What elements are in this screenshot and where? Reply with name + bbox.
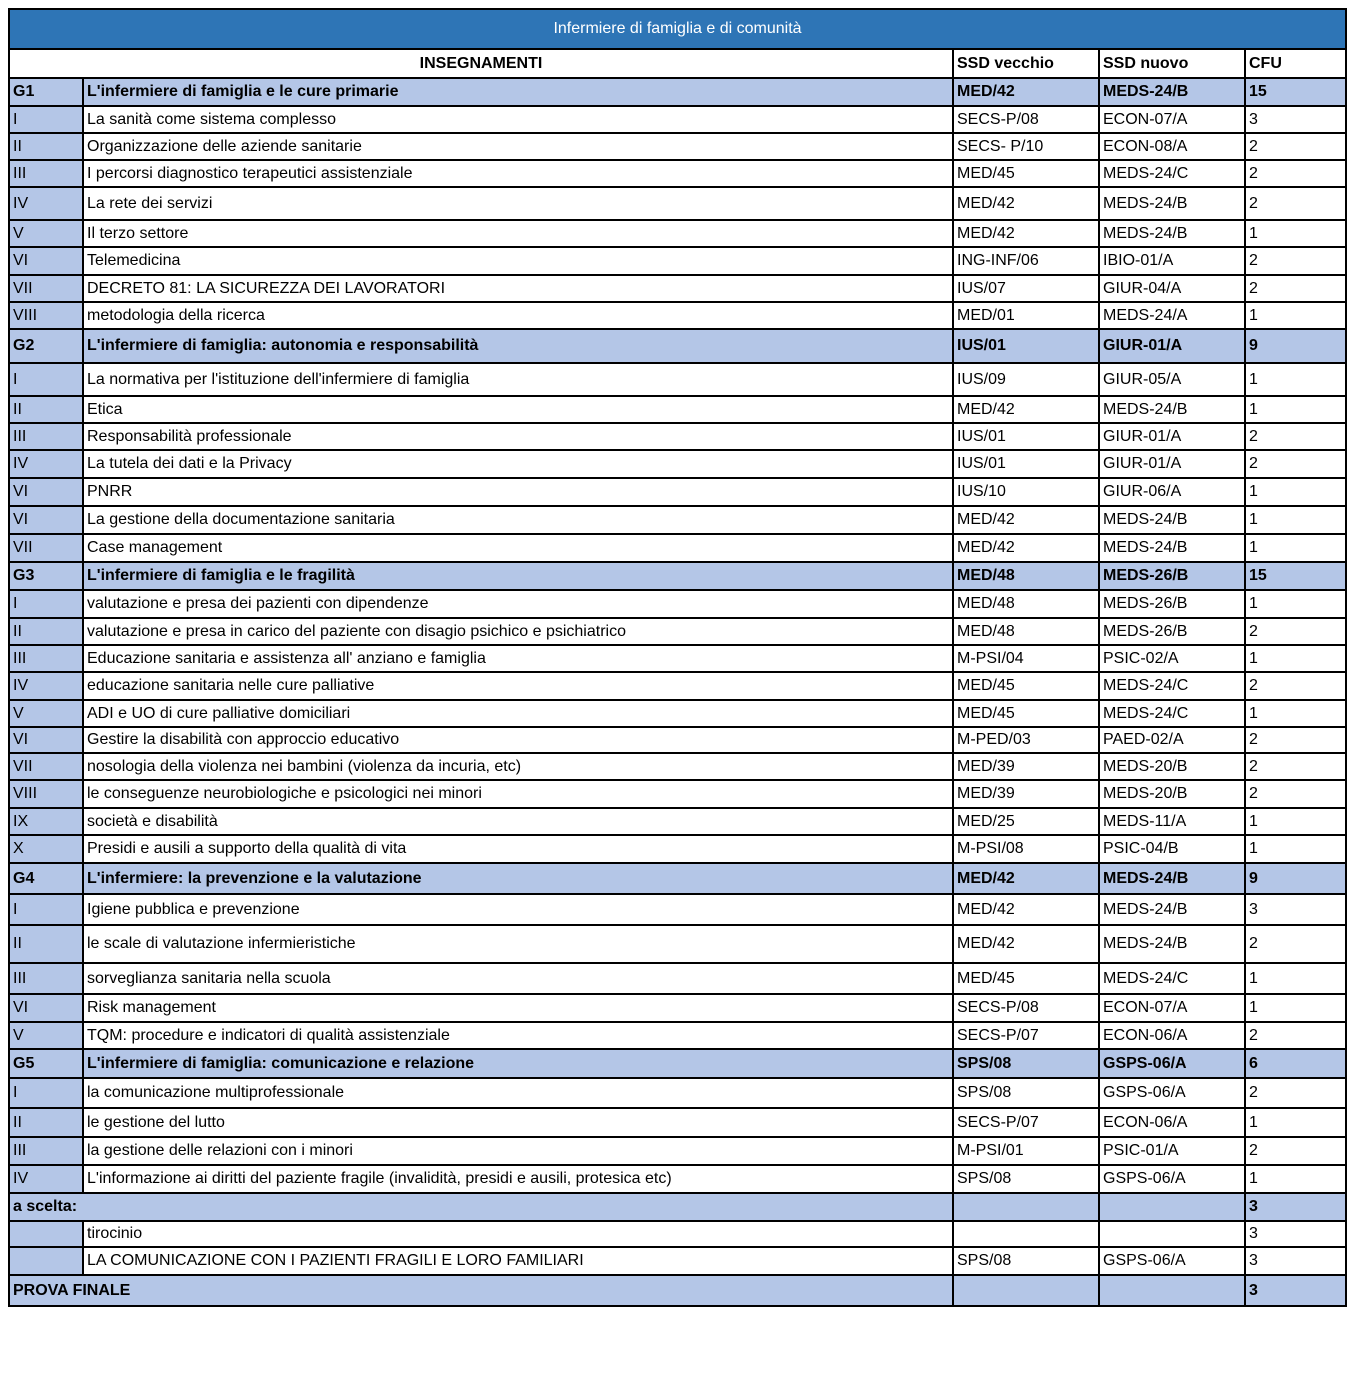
course-ssd-old: MED/42	[953, 894, 1099, 925]
course-cfu: 3	[1245, 106, 1346, 133]
course-name: valutazione e presa dei pazienti con dipendenze	[83, 590, 953, 618]
course-row	[9, 423, 1346, 450]
course-ssd-new: ECON-07/A	[1099, 106, 1245, 133]
course-name: La gestione della documentazione sanitaria	[83, 506, 953, 534]
course-row	[9, 618, 1346, 645]
course-row	[9, 160, 1346, 187]
course-ssd-old: M-PSI/01	[953, 1137, 1099, 1165]
course-cfu: 2	[1245, 925, 1346, 963]
course-ssd-old: MED/45	[953, 700, 1099, 727]
course-ssd-old: M-PED/03	[953, 727, 1099, 753]
course-ssd-old: MED/45	[953, 672, 1099, 700]
elective-option-number	[9, 1247, 83, 1275]
group-ssd-old: MED/42	[953, 78, 1099, 106]
course-cfu: 1	[1245, 396, 1346, 423]
group-cfu: 6	[1245, 1049, 1346, 1078]
elective-option-row	[9, 1221, 1346, 1247]
course-ssd-new: MEDS-24/C	[1099, 160, 1245, 187]
course-ssd-new: ECON-08/A	[1099, 133, 1245, 160]
course-number: VI	[9, 727, 83, 753]
course-name: educazione sanitaria nelle cure palliative	[83, 672, 953, 700]
course-ssd-new: MEDS-24/A	[1099, 302, 1245, 329]
course-ssd-old: ING-INF/06	[953, 247, 1099, 275]
course-name: Igiene pubblica e prevenzione	[83, 894, 953, 925]
title-row	[9, 9, 1346, 49]
elective-ssd-new	[1099, 1193, 1245, 1221]
course-ssd-old: SPS/08	[953, 1165, 1099, 1193]
course-cfu: 1	[1245, 808, 1346, 835]
group-ssd-old: SPS/08	[953, 1049, 1099, 1078]
course-ssd-old: SECS- P/10	[953, 133, 1099, 160]
group-ssd-old: MED/48	[953, 562, 1099, 590]
course-ssd-old: M-PSI/08	[953, 835, 1099, 863]
course-number: III	[9, 160, 83, 187]
course-row	[9, 1078, 1346, 1108]
course-row	[9, 700, 1346, 727]
course-ssd-old: M-PSI/04	[953, 645, 1099, 672]
course-cfu: 1	[1245, 220, 1346, 247]
group-cfu: 15	[1245, 78, 1346, 106]
course-row	[9, 894, 1346, 925]
group-ssd-new: MEDS-26/B	[1099, 562, 1245, 590]
course-ssd-new: MEDS-24/B	[1099, 220, 1245, 247]
course-name: Risk management	[83, 994, 953, 1022]
course-number: IV	[9, 1165, 83, 1193]
group-ssd-new: GSPS-06/A	[1099, 1049, 1245, 1078]
course-name: Gestire la disabilità con approccio educativo	[83, 727, 953, 753]
course-ssd-new: MEDS-24/C	[1099, 700, 1245, 727]
group-code: G4	[9, 863, 83, 894]
course-name: Presidi e ausili a supporto della qualità di vita	[83, 835, 953, 863]
elective-option-cfu: 3	[1245, 1221, 1346, 1247]
course-ssd-old: MED/25	[953, 808, 1099, 835]
course-number: II	[9, 925, 83, 963]
course-name: metodologia della ricerca	[83, 302, 953, 329]
header-ssd-old: SSD vecchio	[953, 49, 1099, 78]
course-number: VI	[9, 994, 83, 1022]
course-cfu: 2	[1245, 133, 1346, 160]
course-number: I	[9, 106, 83, 133]
course-ssd-old: MED/45	[953, 963, 1099, 994]
course-row	[9, 220, 1346, 247]
course-ssd-old: IUS/09	[953, 363, 1099, 396]
course-ssd-old: SECS-P/08	[953, 106, 1099, 133]
header-ssd-new: SSD nuovo	[1099, 49, 1245, 78]
course-name: La rete dei servizi	[83, 187, 953, 220]
course-name: TQM: procedure e indicatori di qualità assistenziale	[83, 1022, 953, 1049]
group-row-g3	[9, 562, 1346, 590]
course-row	[9, 363, 1346, 396]
course-name: Organizzazione delle aziende sanitarie	[83, 133, 953, 160]
group-title: L'infermiere: la prevenzione e la valutazione	[83, 863, 953, 894]
course-row	[9, 1108, 1346, 1137]
group-title: L'infermiere di famiglia e le fragilità	[83, 562, 953, 590]
course-cfu: 1	[1245, 835, 1346, 863]
course-ssd-old: SECS-P/07	[953, 1108, 1099, 1137]
course-number: V	[9, 1022, 83, 1049]
group-cfu: 15	[1245, 562, 1346, 590]
course-ssd-new: MEDS-24/B	[1099, 187, 1245, 220]
course-row	[9, 478, 1346, 506]
group-row-g4	[9, 863, 1346, 894]
course-ssd-old: IUS/01	[953, 450, 1099, 478]
course-number: VII	[9, 275, 83, 302]
course-ssd-new: ECON-07/A	[1099, 994, 1245, 1022]
course-name: Case management	[83, 534, 953, 562]
course-ssd-old: SPS/08	[953, 1078, 1099, 1108]
course-row	[9, 590, 1346, 618]
course-number: V	[9, 700, 83, 727]
course-ssd-new: PAED-02/A	[1099, 727, 1245, 753]
course-ssd-new: PSIC-02/A	[1099, 645, 1245, 672]
course-cfu: 1	[1245, 963, 1346, 994]
course-row	[9, 963, 1346, 994]
course-row	[9, 780, 1346, 808]
header-cfu: CFU	[1245, 49, 1346, 78]
course-ssd-new: MEDS-24/B	[1099, 925, 1245, 963]
course-number: IV	[9, 672, 83, 700]
course-number: I	[9, 363, 83, 396]
course-cfu: 1	[1245, 534, 1346, 562]
course-name: la gestione delle relazioni con i minori	[83, 1137, 953, 1165]
course-cfu: 2	[1245, 160, 1346, 187]
course-number: VII	[9, 753, 83, 780]
course-ssd-new: ECON-06/A	[1099, 1108, 1245, 1137]
group-code: G1	[9, 78, 83, 106]
course-name: La sanità come sistema complesso	[83, 106, 953, 133]
course-number: VIII	[9, 302, 83, 329]
course-ssd-new: MEDS-20/B	[1099, 753, 1245, 780]
course-name: Il terzo settore	[83, 220, 953, 247]
course-name: Responsabilità professionale	[83, 423, 953, 450]
group-ssd-new: MEDS-24/B	[1099, 863, 1245, 894]
elective-row	[9, 1193, 1346, 1221]
course-number: III	[9, 423, 83, 450]
course-row	[9, 835, 1346, 863]
course-ssd-new: PSIC-04/B	[1099, 835, 1245, 863]
group-ssd-old: IUS/01	[953, 329, 1099, 363]
group-title: L'infermiere di famiglia: autonomia e responsabilità	[83, 329, 953, 363]
course-ssd-new: MEDS-24/B	[1099, 894, 1245, 925]
course-number: I	[9, 590, 83, 618]
course-name: la comunicazione multiprofessionale	[83, 1078, 953, 1108]
course-number: II	[9, 618, 83, 645]
course-name: PNRR	[83, 478, 953, 506]
group-ssd-new: MEDS-24/B	[1099, 78, 1245, 106]
course-row	[9, 133, 1346, 160]
course-cfu: 2	[1245, 672, 1346, 700]
course-cfu: 2	[1245, 1078, 1346, 1108]
header-insegnamenti: INSEGNAMENTI	[9, 49, 953, 78]
elective-option-row	[9, 1247, 1346, 1275]
course-ssd-new: GIUR-05/A	[1099, 363, 1245, 396]
course-cfu: 2	[1245, 780, 1346, 808]
course-ssd-new: MEDS-11/A	[1099, 808, 1245, 835]
course-ssd-old: MED/39	[953, 753, 1099, 780]
course-name: nosologia della violenza nei bambini (violenza da incuria, etc)	[83, 753, 953, 780]
course-row	[9, 534, 1346, 562]
course-cfu: 2	[1245, 753, 1346, 780]
group-title: L'infermiere di famiglia e le cure primarie	[83, 78, 953, 106]
course-ssd-old: SECS-P/08	[953, 994, 1099, 1022]
course-ssd-new: PSIC-01/A	[1099, 1137, 1245, 1165]
course-row	[9, 645, 1346, 672]
course-cfu: 2	[1245, 1137, 1346, 1165]
course-row	[9, 1165, 1346, 1193]
course-name: società e disabilità	[83, 808, 953, 835]
course-row	[9, 450, 1346, 478]
course-ssd-new: MEDS-24/C	[1099, 672, 1245, 700]
group-code: G5	[9, 1049, 83, 1078]
final-exam-ssd-new	[1099, 1275, 1245, 1306]
elective-cfu: 3	[1245, 1193, 1346, 1221]
course-name: Educazione sanitaria e assistenza all' anziano e famiglia	[83, 645, 953, 672]
course-cfu: 1	[1245, 363, 1346, 396]
course-cfu: 1	[1245, 645, 1346, 672]
course-name: DECRETO 81: LA SICUREZZA DEI LAVORATORI	[83, 275, 953, 302]
course-name: le gestione del lutto	[83, 1108, 953, 1137]
course-ssd-old: MED/45	[953, 160, 1099, 187]
course-cfu: 2	[1245, 187, 1346, 220]
course-name: Etica	[83, 396, 953, 423]
course-number: IX	[9, 808, 83, 835]
course-name: I percorsi diagnostico terapeutici assistenziale	[83, 160, 953, 187]
course-number: I	[9, 1078, 83, 1108]
course-name: le conseguenze neurobiologiche e psicologici nei minori	[83, 780, 953, 808]
elective-option-cfu: 3	[1245, 1247, 1346, 1275]
course-ssd-old: MED/42	[953, 534, 1099, 562]
course-number: X	[9, 835, 83, 863]
course-row	[9, 396, 1346, 423]
course-row	[9, 1022, 1346, 1049]
course-cfu: 2	[1245, 727, 1346, 753]
course-row	[9, 506, 1346, 534]
elective-option-ssd-old: SPS/08	[953, 1247, 1099, 1275]
course-cfu: 2	[1245, 423, 1346, 450]
course-row	[9, 187, 1346, 220]
elective-option-ssd-old	[953, 1221, 1099, 1247]
course-ssd-old: MED/42	[953, 220, 1099, 247]
course-number: VI	[9, 247, 83, 275]
course-name: La normativa per l'istituzione dell'infermiere di famiglia	[83, 363, 953, 396]
course-ssd-new: MEDS-24/B	[1099, 396, 1245, 423]
course-number: III	[9, 963, 83, 994]
course-number: I	[9, 894, 83, 925]
course-number: VI	[9, 506, 83, 534]
group-code: G3	[9, 562, 83, 590]
course-ssd-old: MED/42	[953, 396, 1099, 423]
course-ssd-new: GIUR-01/A	[1099, 450, 1245, 478]
elective-label: a scelta:	[9, 1193, 953, 1221]
course-cfu: 2	[1245, 1022, 1346, 1049]
course-cfu: 2	[1245, 247, 1346, 275]
course-number: VII	[9, 534, 83, 562]
elective-option-ssd-new	[1099, 1221, 1245, 1247]
course-row	[9, 275, 1346, 302]
elective-option-name: LA COMUNICAZIONE CON I PAZIENTI FRAGILI E LORO FAMILIARI	[83, 1247, 953, 1275]
final-exam-row	[9, 1275, 1346, 1306]
course-ssd-old: IUS/07	[953, 275, 1099, 302]
elective-option-number	[9, 1221, 83, 1247]
group-ssd-old: MED/42	[953, 863, 1099, 894]
course-ssd-new: MEDS-24/C	[1099, 963, 1245, 994]
course-row	[9, 672, 1346, 700]
group-row-g5	[9, 1049, 1346, 1078]
course-ssd-old: IUS/01	[953, 423, 1099, 450]
course-number: II	[9, 133, 83, 160]
course-number: VIII	[9, 780, 83, 808]
course-name: La tutela dei dati e la Privacy	[83, 450, 953, 478]
elective-option-name: tirocinio	[83, 1221, 953, 1247]
course-ssd-new: GIUR-04/A	[1099, 275, 1245, 302]
course-row	[9, 727, 1346, 753]
course-row	[9, 302, 1346, 329]
course-ssd-old: MED/48	[953, 590, 1099, 618]
course-ssd-new: GSPS-06/A	[1099, 1165, 1245, 1193]
course-ssd-new: GIUR-01/A	[1099, 423, 1245, 450]
elective-option-ssd-new: GSPS-06/A	[1099, 1247, 1245, 1275]
group-title: L'infermiere di famiglia: comunicazione e relazione	[83, 1049, 953, 1078]
course-ssd-old: MED/48	[953, 618, 1099, 645]
course-name: L'informazione ai diritti del paziente fragile (invalidità, presidi e ausili, protesica etc)	[83, 1165, 953, 1193]
course-name: Telemedicina	[83, 247, 953, 275]
page-title: Infermiere di famiglia e di comunità	[9, 9, 1346, 49]
course-ssd-new: MEDS-24/B	[1099, 534, 1245, 562]
course-cfu: 1	[1245, 1108, 1346, 1137]
course-row	[9, 753, 1346, 780]
course-number: II	[9, 396, 83, 423]
course-ssd-new: MEDS-26/B	[1099, 590, 1245, 618]
final-exam-label: PROVA FINALE	[9, 1275, 953, 1306]
course-cfu: 1	[1245, 1165, 1346, 1193]
course-row	[9, 925, 1346, 963]
course-cfu: 2	[1245, 275, 1346, 302]
course-name: sorveglianza sanitaria nella scuola	[83, 963, 953, 994]
course-name: ADI e UO di cure palliative domiciliari	[83, 700, 953, 727]
course-number: VI	[9, 478, 83, 506]
course-ssd-old: MED/42	[953, 187, 1099, 220]
course-number: IV	[9, 450, 83, 478]
course-name: le scale di valutazione infermieristiche	[83, 925, 953, 963]
course-cfu: 2	[1245, 618, 1346, 645]
course-ssd-old: MED/39	[953, 780, 1099, 808]
course-ssd-new: GSPS-06/A	[1099, 1078, 1245, 1108]
group-row-g2	[9, 329, 1346, 363]
course-cfu: 3	[1245, 894, 1346, 925]
course-cfu: 1	[1245, 700, 1346, 727]
group-ssd-new: GIUR-01/A	[1099, 329, 1245, 363]
course-ssd-new: MEDS-24/B	[1099, 506, 1245, 534]
group-code: G2	[9, 329, 83, 363]
course-cfu: 1	[1245, 590, 1346, 618]
course-cfu: 1	[1245, 994, 1346, 1022]
course-ssd-new: MEDS-20/B	[1099, 780, 1245, 808]
course-row	[9, 247, 1346, 275]
course-ssd-new: GIUR-06/A	[1099, 478, 1245, 506]
final-exam-cfu: 3	[1245, 1275, 1346, 1306]
group-cfu: 9	[1245, 329, 1346, 363]
course-ssd-old: MED/01	[953, 302, 1099, 329]
course-cfu: 2	[1245, 450, 1346, 478]
course-ssd-old: MED/42	[953, 925, 1099, 963]
course-cfu: 1	[1245, 478, 1346, 506]
group-cfu: 9	[1245, 863, 1346, 894]
course-number: III	[9, 1137, 83, 1165]
elective-ssd-old	[953, 1193, 1099, 1221]
course-number: IV	[9, 187, 83, 220]
course-ssd-old: SECS-P/07	[953, 1022, 1099, 1049]
course-name: valutazione e presa in carico del paziente con disagio psichico e psichiatrico	[83, 618, 953, 645]
course-ssd-new: IBIO-01/A	[1099, 247, 1245, 275]
course-row	[9, 808, 1346, 835]
course-ssd-old: MED/42	[953, 506, 1099, 534]
final-exam-ssd-old	[953, 1275, 1099, 1306]
course-row	[9, 994, 1346, 1022]
course-ssd-new: ECON-06/A	[1099, 1022, 1245, 1049]
course-ssd-old: IUS/10	[953, 478, 1099, 506]
course-row	[9, 1137, 1346, 1165]
course-ssd-new: MEDS-26/B	[1099, 618, 1245, 645]
group-row-g1	[9, 78, 1346, 106]
course-number: V	[9, 220, 83, 247]
course-cfu: 1	[1245, 506, 1346, 534]
header-row	[9, 49, 1346, 78]
course-number: II	[9, 1108, 83, 1137]
course-cfu: 1	[1245, 302, 1346, 329]
curriculum-table	[8, 8, 1347, 1307]
course-row	[9, 106, 1346, 133]
course-number: III	[9, 645, 83, 672]
